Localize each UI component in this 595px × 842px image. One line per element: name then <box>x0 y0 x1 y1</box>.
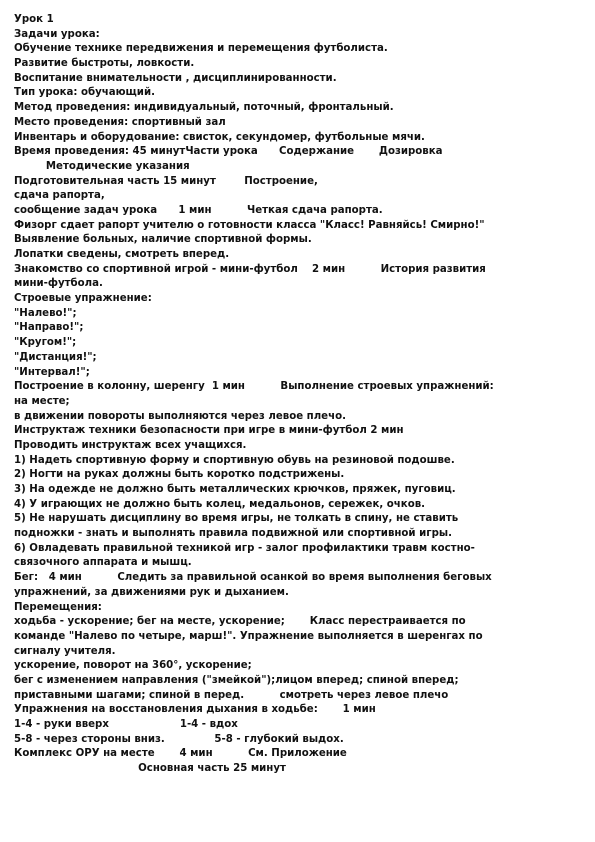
text-line: Воспитание внимательности , дисциплинированности. <box>14 72 337 84</box>
text-line: связочного аппарата и мышц. <box>14 557 192 569</box>
text-line: "Налево!"; <box>14 307 77 319</box>
text-line: бег с изменением направления ("змейкой");лицом вперед; спиной вперед; <box>14 674 459 686</box>
text-line: Бег: 4 мин Следить за правильной осанкой во время выполнения беговых <box>14 572 492 584</box>
text-line: 1) Надеть спортивную форму и спортивную обувь на резиновой подошве. <box>14 454 455 466</box>
text-line: Перемещения: <box>14 601 102 613</box>
text-line: приставными шагами; спиной в перед. смотреть через левое плечо <box>14 689 449 701</box>
text-line: Обучение технике передвижения и перемещения футболиста. <box>14 43 388 55</box>
text-line: в движении повороты выполняются через левое плечо. <box>14 410 346 422</box>
text-line: на месте; <box>14 395 70 407</box>
text-line: Построение в колонну, шеренгу 1 мин Выполнение строевых упражнений: <box>14 381 494 393</box>
text-line: "Направо!"; <box>14 322 84 334</box>
text-line: 5-8 - через стороны вниз. 5-8 - глубокий выдох. <box>14 733 344 745</box>
text-line: Основная часть 25 минут <box>14 763 286 775</box>
text-line: Урок 1 <box>14 14 54 25</box>
text-line: Строевые упражнение: <box>14 293 152 305</box>
text-line: Проводить инструктаж всех учащихся. <box>14 439 247 451</box>
text-line: подножки - знать и выполнять правила подвижной или спортивной игры. <box>14 528 452 540</box>
text-line: Физорг сдает рапорт учителю о готовности класса "Класс! Равняйсь! Смирно!" <box>14 219 485 231</box>
text-line: команде "Налево по четыре, марш!". Упражнение выполняется в шеренгах по <box>14 630 483 642</box>
text-line: Подготовительная часть 15 минут Построение, <box>14 175 318 187</box>
text-line: Инвентарь и оборудование: свисток, секундомер, футбольные мячи. <box>14 131 425 143</box>
text-line: ходьба - ускорение; бег на месте, ускорение; Класс перестраивается по <box>14 616 466 628</box>
text-line: сигналу учителя. <box>14 645 116 657</box>
text-line: Упражнения на восстановления дыхания в ходьбе: 1 мин <box>14 704 376 716</box>
text-line: Задачи урока: <box>14 28 100 40</box>
text-line: Время проведения: 45 минутЧасти урока Содержание Дозировка <box>14 146 443 158</box>
text-line: "Интервал!"; <box>14 366 90 378</box>
text-line: 3) На одежде не должно быть металлических крючков, пряжек, пуговиц. <box>14 484 456 495</box>
text-line: 5) Не нарушать дисциплину во время игры, не толкать в спину, не ставить <box>14 513 459 525</box>
text-line: Тип урока: обучающий. <box>14 87 155 99</box>
text-line: сдача рапорта, <box>14 190 105 202</box>
text-line: Метод проведения: индивидуальный, поточный, фронтальный. <box>14 102 394 114</box>
text-line: ускорение, поворот на 360°, ускорение; <box>14 660 252 672</box>
text-line: Знакомство со спортивной игрой - мини-футбол 2 мин История развития <box>14 263 486 275</box>
text-line: 6) Овладевать правильной техникой игр - залог профилактики травм костно- <box>14 542 475 554</box>
text-line: Методические указания <box>14 160 190 172</box>
text-line: Лопатки сведены, смотреть вперед. <box>14 249 230 260</box>
text-line: Развитие быстроты, ловкости. <box>14 58 195 70</box>
text-line: упражнений, за движениями рук и дыханием. <box>14 586 289 598</box>
text-line: "Дистанция!"; <box>14 351 97 363</box>
document-page <box>14 13 584 777</box>
text-line: "Кругом!"; <box>14 337 77 349</box>
text-line: Комплекс ОРУ на месте 4 мин См. Приложение <box>14 748 347 760</box>
text-line: Место проведения: спортивный зал <box>14 116 226 128</box>
text-line: Инструктаж техники безопасности при игре в мини-футбол 2 мин <box>14 425 404 437</box>
text-line: Выявление больных, наличие спортивной формы. <box>14 234 312 246</box>
text-line: 1-4 - руки вверх 1-4 - вдох <box>14 719 238 730</box>
text-line: сообщение задач урока 1 мин Четкая сдача рапорта. <box>14 204 383 216</box>
text-line: 4) У играющих не должно быть колец, медальонов, сережек, очков. <box>14 498 426 510</box>
text-line: мини-футбола. <box>14 278 103 290</box>
text-line: 2) Ногти на руках должны быть коротко подстрижены. <box>14 469 345 481</box>
